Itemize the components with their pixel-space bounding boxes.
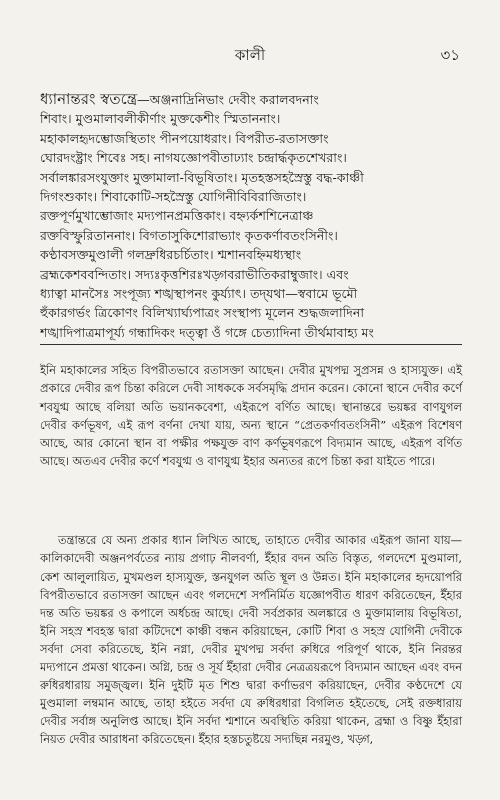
mantra-line: সর্বালঙ্কারসংযুক্তাং মুক্তামালা-বিভূষিতাং। মৃতহস্তসহস্রৈস্তু বদ্ধ-কাঞ্চী (40, 169, 364, 185)
mantra-line: হুঁকারগর্ভং ত্রিকোণং বিলিখ্যার্ঘ্যপাত্রং সংস্থাপ্য মূলেন শুদ্ধজলাদিনা (40, 305, 365, 321)
mantra-line: দিগংশুকাং। শিবাকোটি-সহস্রৈস্তু যোগিনীবিবিরাজিতাং। (40, 189, 307, 205)
mantra-line: ব্রহ্মকেশববন্দিতাং। সদ্যঃকৃত্তশিরঃখড়্গবরাভীতিকরাম্বুজাং। এবং (40, 266, 349, 282)
mantra-lead-rest: —অঞ্জনাদ্রিনিভাং দেবীং করালবদনাং (137, 92, 319, 107)
translation-paragraph: তন্ত্রান্তরে যে অন্য প্রকার ধ্যান লিখিত আছে, তাহাতে দেবীর আকার এইরূপ জানা যায়—কালিকাদেবী অঞ্জনপর্বতের ন্যায় প্রগাঢ় নীলবর্ণা, ইঁহার বদন অতি বিস্তৃত, গলদেশে মুণ্ডমালা, কেশ আলুলায়িত, মুখমণ্ডল হাস্যযুক্ত, স্তনযুগল অতি স্থূল ও উন্নত। ইনি মহাকালের হৃদয়োপরি বিপরীতভাবে রতাসক্তা আছেন এবং গলদেশে সর্পনির্মিত যজ্ঞোপবীত ধারণ করিতেছেন, ইঁহার দন্ত অতি ভয়ঙ্কর ও কপালে অর্ধচন্দ্র আছে। দেবী সর্বপ্রকার অলঙ্কারে ও মুক্তামালায় বিভূষিতা, ইনি সহস্র শবহস্ত দ্বারা কটিদেশে কাঞ্চী বন্ধন করিয়াছেন, কোটি শিবা ও সহস্র যোগিনী দেবীকে সর্বদা সেবা করিতেছে, ইনি নগ্না, দেবীর মুখপদ্ম সর্বদা রুধিরে পরিপূর্ণ থাকে, ইনি নিরন্তর মদ্যপানে প্রমত্তা থাকেন। অগ্নি, চন্দ্র ও সূর্য ইঁহারা দেবীর নেত্রত্রয়রূপে বিদ্যমান আছেন এবং বদন রুধিরধারায় সমুজ্জ্বল। ইনি দুইটি মৃত শিশু দ্বারা কর্ণাভরণ করিয়াছেন, দেবীর কণ্ঠদেশে যে মুণ্ডমালা লম্বমান আছে, তাহা হইতে সর্বদা যে রুধিরধারা বিগলিত হইতেছে, সেই রক্তধারায় দেবীর সর্বাঙ্গ অনুলিপ্ত আছে। ইনি সর্বদা শ্মশানে অবস্থিতি করিয়া থাকেন, ব্রহ্মা ও বিষ্ণু ইঁহারা নিয়ত দেবীর আরাধনা করিতেছেন। ইঁহার হস্তচতুষ্টয়ে সদ্যছিন্ন নরমুণ্ড, খড়্গ, (40, 533, 462, 747)
mantra-line: ঘোরদংষ্ট্রাং শিবেঃ সহ। নাগযজ্ঞোপবীতাঢ্যাং চন্দ্রার্দ্ধকৃতশেখরাং। (40, 150, 347, 166)
section-divider (40, 344, 462, 345)
mantra-line: রক্তবিস্ফুরিতাননাং। বিগতাসুকিশোরাভ্যাং কৃতকর্ণাবতংসিনীং। (40, 227, 338, 243)
mantra-line: শঙ্খাদিপাত্রমাপূর্য্য গন্ধাদিকং দত্ত্বা ওঁ গঙ্গে চেত্যাদিনা তীর্থমাবাহ্য মং (40, 324, 374, 340)
mantra-line: রক্তপূর্ণমুখাম্ভোজাং মদ্যপানপ্রমত্তিকাং। বহ্ন্যর্কশশিনেত্রাঞ্চ (40, 208, 314, 224)
mantra-line: কণ্ঠাবসক্তমুণ্ডালী গলদ্রুধিরচর্চিতাং। শ্মশানবহ্নিমধ্যস্থাং (40, 247, 302, 263)
mantra-line: শিবাং। মুণ্ডমালাবলীকীর্ণাং মুক্তকেশীং স্মিতাননাং। (40, 111, 281, 127)
running-title: কালী (234, 46, 266, 64)
mantra-line: মহাকালহৃদম্ভোজস্থিতাং পীনপয়োধরাং। বিপরীত-রতাসক্তাং (40, 130, 329, 146)
page-number: ৩১ (440, 46, 460, 64)
page-header (0, 44, 500, 68)
translation-paragraph: ইনি মহাকালের সহিত বিপরীতভাবে রতাসক্তা আছেন। দেবীর মুখপদ্ম সুপ্রসন্ন ও হাস্যযুক্ত। এই প্রকারে দেবীর রূপ চিন্তা করিলে দেবী সাধককে সর্বসমৃদ্ধি প্রদান করেন। কোনো স্থানে দেবীর কর্ণে শবযুগ্ম আছে বলিয়া অতি ভয়ানকবেশা, এইরূপে বর্ণিত আছে। স্থানান্তরে ভয়ঙ্কর বাণযুগল দেবীর কর্ণভূষণ, এই রূপ বর্ণনা দেখা যায়, অন্য স্থানে “প্রেতকর্ণাবতংসিনী” এইরূপ বিশেষণ আছে, আর কোনো স্থান বা পক্ষীর পক্ষযুক্ত বাণ কর্ণভূষণরূপে বিদ্যমান আছে, এইরূপ বর্ণিত আছে। অতএব দেবীর কর্ণে শবযুগ্ম ও বাণযুগ্ম ইহার অন্যতর রূপে চিন্তা করা যাইতে পারে। (40, 363, 462, 468)
mantra-line: ধ্যাত্বা মানসৈঃ সংপূজ্য শঙ্খস্থাপনং কুর্য্যাৎ। তদ্‌যথা—স্ববামে ভূমৌ (40, 286, 358, 302)
mantra-lead: ধ্যানান্তরং স্বতন্ত্রে (40, 90, 138, 108)
mantra-line (40, 90, 462, 109)
mantra-block (40, 90, 462, 342)
